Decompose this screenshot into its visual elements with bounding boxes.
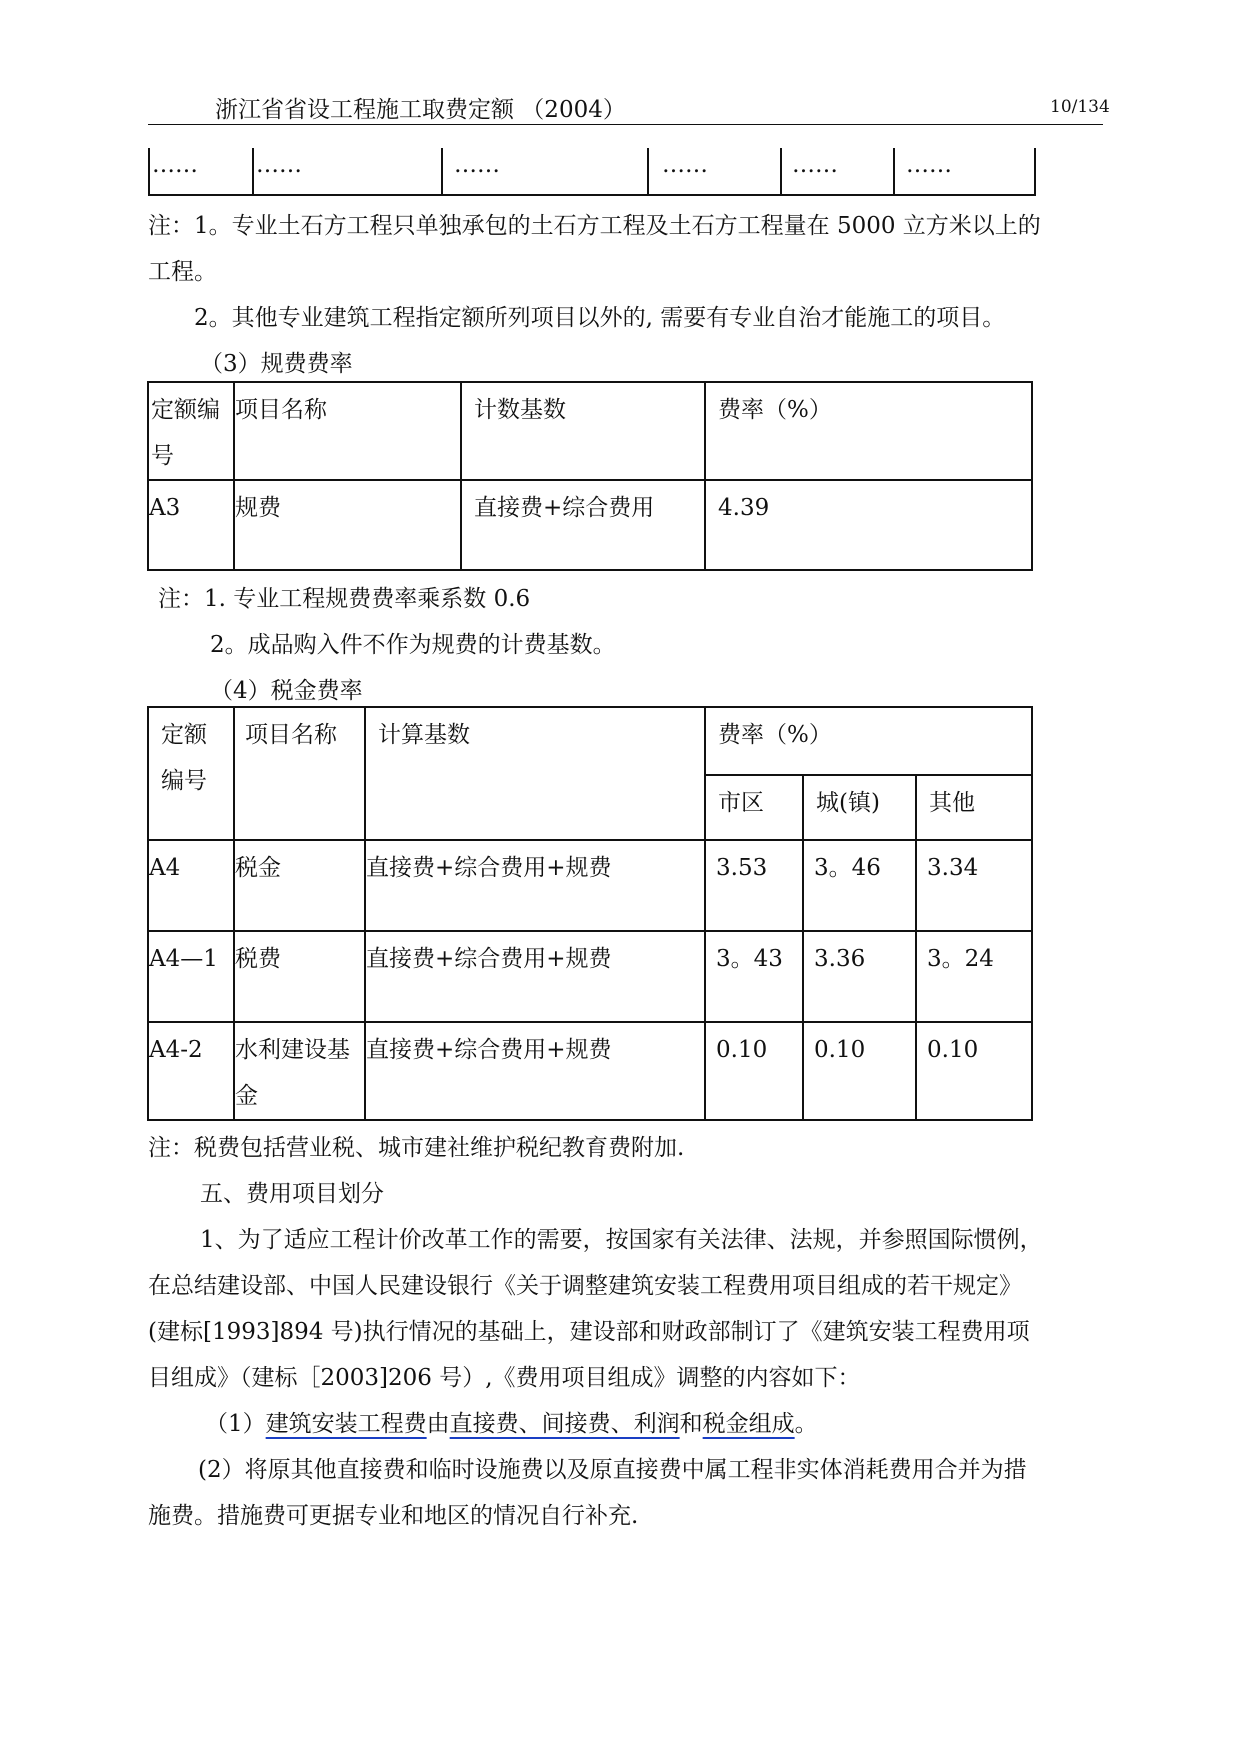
- table-row: [148, 1022, 1032, 1120]
- paragraph-line: (2）将原其他直接费和临时设施费以及原直接费中属工程非实体消耗费用合并为措: [198, 1457, 1027, 1483]
- list-item: [205, 1401, 818, 1447]
- header-town: 城(镇): [816, 790, 880, 816]
- cell-base: 直接费+综合费用+规费: [366, 1037, 612, 1063]
- tax-table-section4: [147, 706, 1033, 1121]
- header-base: 计算基数: [378, 722, 470, 748]
- cell-name: 水利建设基金: [235, 1037, 350, 1109]
- link-tax-composition[interactable]: 税金组成: [702, 1411, 795, 1437]
- cell-base: 直接费+综合费用+规费: [366, 855, 612, 881]
- table-cell: ……: [256, 152, 302, 178]
- table-row: [148, 931, 1032, 1022]
- table-cell: ……: [454, 152, 500, 178]
- cell-rate-urban: 3.53: [716, 855, 768, 881]
- note-line: 注：1。专业土石方工程只单独承包的土石方工程及土石方工程量在 5000 立方米以上的: [148, 213, 1041, 239]
- header-rate: 费率（%）: [718, 397, 832, 423]
- page-header-title: 浙江省省设工程施工取费定额 （2004）: [215, 97, 626, 123]
- section-title: （4）税金费率: [210, 678, 363, 704]
- item-text: 和: [679, 1411, 703, 1437]
- continuation-row: [148, 148, 1036, 196]
- cell-name: 税金: [235, 855, 281, 881]
- note-line: 2。其他专业建筑工程指定额所列项目以外的, 需要有专业自治才能施工的项目。: [194, 305, 1006, 331]
- cell-name: 税费: [235, 946, 281, 972]
- header-cell: [234, 382, 461, 480]
- cell-rate-town: 3.36: [814, 946, 866, 972]
- header-cell: [461, 382, 705, 480]
- paragraph-line: 施费。措施费可更据专业和地区的情况自行补充.: [148, 1503, 639, 1529]
- note-line: 工程。: [148, 259, 217, 285]
- paragraph-line: 目组成》（建标［2003]206 号）,《费用项目组成》调整的内容如下：: [148, 1365, 861, 1391]
- section-title: （3）规费费率: [200, 351, 353, 377]
- item-prefix: （1）: [205, 1411, 266, 1437]
- header-cell: [148, 382, 234, 480]
- table-cell: ……: [792, 152, 838, 178]
- header-urban: 市区: [718, 790, 764, 816]
- paragraph-line: (建标[1993]894 号)执行情况的基础上，建设部和财政部制订了《建筑安装工程费用项: [148, 1319, 1030, 1345]
- header-rate: 费率（%）: [718, 722, 832, 748]
- cell-code: A4-2: [149, 1037, 203, 1063]
- table-cell: ……: [906, 152, 952, 178]
- cell-rate-urban: 0.10: [716, 1037, 768, 1063]
- cell-rate-town: 0.10: [814, 1037, 866, 1063]
- note-line: 注：1. 专业工程规费费率乘系数 0.6: [158, 586, 531, 612]
- table-row: [148, 840, 1032, 931]
- fee-table-section3: [147, 381, 1033, 571]
- section-title: 五、费用项目划分: [200, 1181, 384, 1207]
- header-name: 项目名称: [235, 397, 327, 423]
- cell-base: 直接费+综合费用: [474, 495, 655, 521]
- paragraph-line: 1、为了适应工程计价改革工作的需要，按国家有关法律、法规，并参照国际惯例，: [200, 1227, 1043, 1253]
- header-name: 项目名称: [245, 722, 337, 748]
- page-number: 10/134: [1050, 97, 1110, 117]
- item-text: 。: [794, 1411, 818, 1437]
- link-construction-cost[interactable]: 建筑安装工程费: [265, 1411, 427, 1437]
- header-cell: [705, 382, 1032, 480]
- header-code: 定额编号: [161, 722, 207, 794]
- link-direct-indirect-profit[interactable]: 直接费、间接费、利润: [449, 1411, 680, 1437]
- header-code: 定额编号: [151, 397, 220, 469]
- note-line: 注：税费包括营业税、城市建社维护税纪教育费附加.: [148, 1135, 685, 1161]
- cell-rate-other: 3。24: [927, 946, 994, 972]
- cell-code: A3: [149, 495, 181, 521]
- cell-base: 直接费+综合费用+规费: [366, 946, 612, 972]
- table-cell: ……: [662, 152, 708, 178]
- cell-rate-other: 3.34: [927, 855, 979, 881]
- note-line: 2。成品购入件不作为规费的计费基数。: [210, 632, 616, 658]
- cell-code: A4—1: [149, 946, 218, 972]
- cell-name: 规费: [235, 495, 281, 521]
- cell-rate: 4.39: [718, 495, 770, 521]
- table-cell: ……: [152, 152, 198, 178]
- cell-code: A4: [149, 855, 181, 881]
- header-other: 其他: [929, 790, 975, 816]
- table-row: [148, 480, 1032, 570]
- cell-rate-town: 3。46: [814, 855, 881, 881]
- cell-rate-other: 0.10: [927, 1037, 979, 1063]
- cell-rate-urban: 3。43: [716, 946, 783, 972]
- paragraph-line: 在总结建设部、中国人民建设银行《关于调整建筑安装工程费用项目组成的若干规定》: [148, 1273, 1022, 1299]
- item-text: 由: [426, 1411, 450, 1437]
- header-base: 计数基数: [474, 397, 566, 423]
- header-rule: [148, 124, 1103, 125]
